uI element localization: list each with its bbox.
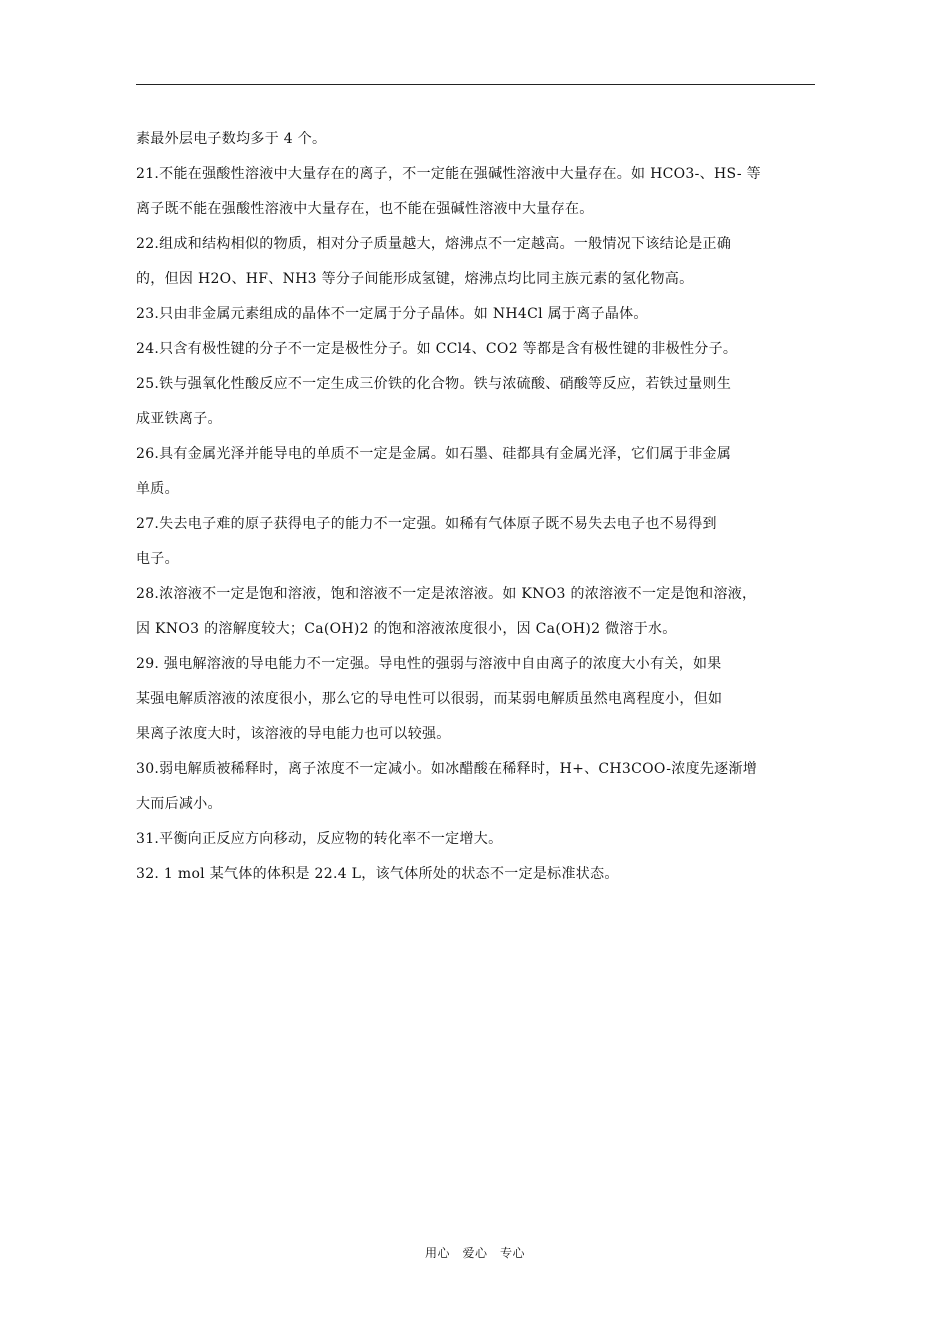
page-footer: 用心 爱心 专心 [424, 1246, 525, 1260]
text-line: 素最外层电子数均多于 4 个。 [136, 131, 327, 147]
text-line: 的，但因 H2O、HF、NH3 等分子间能形成氢键，熔沸点均比同主族元素的氢化物高。 [136, 271, 694, 287]
text-line: 单质。 [136, 481, 179, 497]
text-line: 成亚铁离子。 [136, 411, 222, 427]
header-rule [136, 84, 815, 85]
text-line: 26.具有金属光泽并能导电的单质不一定是金属。如石墨、硅都具有金属光泽，它们属于非金属 [136, 446, 732, 462]
text-line: 28.浓溶液不一定是饱和溶液，饱和溶液不一定是浓溶液。如 KNO3 的浓溶液不一定是饱和溶液， [136, 586, 757, 602]
text-line: 32. 1 mol 某气体的体积是 22.4 L，该气体所处的状态不一定是标准状态。 [136, 866, 619, 882]
text-line: 25.铁与强氧化性酸反应不一定生成三价铁的化合物。铁与浓硫酸、硝酸等反应，若铁过量则生 [136, 376, 732, 392]
text-line: 果离子浓度大时，该溶液的导电能力也可以较强。 [136, 726, 451, 742]
text-line: 22.组成和结构相似的物质，相对分子质量越大，熔沸点不一定越高。一般情况下该结论是正确 [136, 236, 732, 252]
text-line: 21.不能在强酸性溶液中大量存在的离子，不一定能在强碱性溶液中大量存在。如 HCO3-、HS- 等 [136, 166, 761, 182]
text-line: 某强电解质溶液的浓度很小，那么它的导电性可以很弱，而某弱电解质虽然电离程度小，但如 [136, 691, 723, 707]
text-line: 24.只含有极性键的分子不一定是极性分子。如 CCl4、CO2 等都是含有极性键的非极性分子。 [136, 341, 738, 357]
text-line: 27.失去电子难的原子获得电子的能力不一定强。如稀有气体原子既不易失去电子也不易得到 [136, 516, 717, 532]
text-line: 30.弱电解质被稀释时，离子浓度不一定减小。如冰醋酸在稀释时，H+、CH3COO-浓度先逐渐增 [136, 761, 758, 777]
document-body [136, 122, 826, 892]
text-line: 电子。 [136, 551, 179, 567]
text-line: 大而后减小。 [136, 796, 222, 812]
text-line: 因 KNO3 的溶解度较大；Ca(OH)2 的饱和溶液浓度很小，因 Ca(OH)2 微溶于水。 [136, 621, 677, 637]
text-line: 31.平衡向正反应方向移动，反应物的转化率不一定增大。 [136, 831, 503, 847]
text-line: 29. 强电解溶液的导电能力不一定强。导电性的强弱与溶液中自由离子的浓度大小有关，如果 [136, 656, 722, 672]
text-line: 离子既不能在强酸性溶液中大量存在，也不能在强碱性溶液中大量存在。 [136, 201, 594, 217]
text-line: 23.只由非金属元素组成的晶体不一定属于分子晶体。如 NH4Cl 属于离子晶体。 [136, 306, 648, 322]
